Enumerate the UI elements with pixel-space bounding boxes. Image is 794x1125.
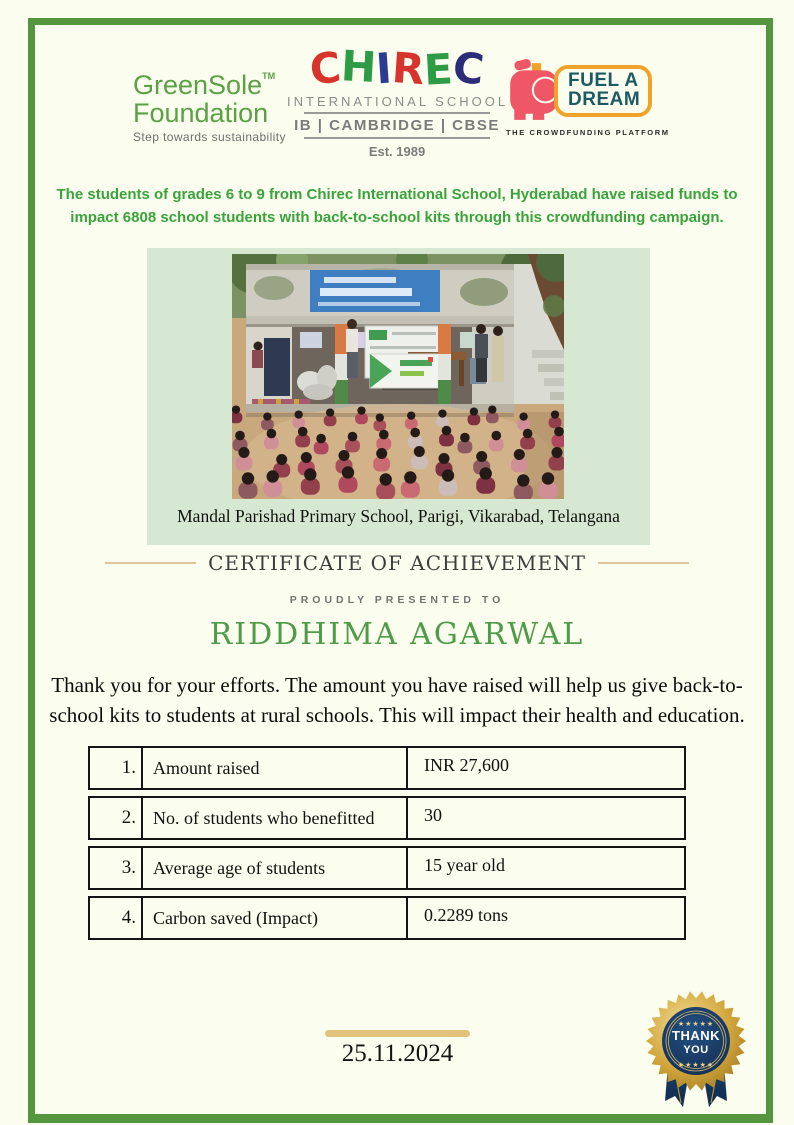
chirec-boards: IB | CAMBRIDGE | CBSE <box>294 117 500 134</box>
chirec-subtitle: INTERNATIONAL SCHOOL <box>287 94 509 109</box>
row-label: No. of students who benefitted <box>143 798 408 838</box>
badge-text-thank: THANK <box>672 1028 720 1043</box>
fueladream-logo-top <box>506 58 666 124</box>
chirec-rule-bottom <box>304 137 490 139</box>
row-value: 15 year old <box>424 855 505 875</box>
heading-rule-right <box>598 562 689 564</box>
intro-paragraph: The students of grades 6 to 9 from Chirec International School, Hyderabad have raised funds to impact 6808 school students with back-to-school kits through this crowdfunding campaign. <box>56 186 738 227</box>
thank-you-message: Thank you for your efforts. The amount you have raised will help us give back-to-school kits to students at rural schools. This will impact their health and education. <box>49 673 745 728</box>
school-photo-illustration <box>232 254 564 499</box>
chirec-letter: C <box>450 42 487 95</box>
row-value: INR 27,600 <box>424 755 509 775</box>
school-photo <box>232 254 564 499</box>
chirec-letter: I <box>374 43 394 94</box>
chirec-established: Est. 1989 <box>368 144 426 159</box>
table-row <box>88 896 686 940</box>
greensole-logo <box>133 72 298 144</box>
greensole-name <box>133 72 298 127</box>
photo-panel <box>147 248 650 545</box>
row-number: 3. <box>90 848 143 888</box>
chirec-letter: C <box>307 42 344 95</box>
badge-stars-bottom: ★★★★★ <box>677 1061 715 1069</box>
presented-to-label: PROUDLY PRESENTED TO <box>289 594 505 606</box>
certificate-heading-row <box>105 551 689 575</box>
row-label: Average age of students <box>143 848 408 888</box>
fueladream-logo <box>506 58 670 137</box>
fueladream-title-box <box>554 65 652 117</box>
certificate-heading: CERTIFICATE OF ACHIEVEMENT <box>208 551 586 575</box>
greensole-name-top: GreenSole <box>133 70 263 100</box>
badge-stars-top: ★★★★★ <box>677 1020 715 1028</box>
greensole-tagline: Step towards sustainability <box>133 130 286 145</box>
chirec-letter: E <box>422 44 455 95</box>
impact-table <box>88 746 686 946</box>
chirec-letter: H <box>339 41 378 92</box>
row-number: 1. <box>90 748 143 788</box>
fueladream-title-line2: DREAM <box>568 88 641 110</box>
fueladream-title-line1: FUEL A <box>568 69 639 91</box>
fueladream-tagline: THE CROWDFUNDING PLATFORM <box>506 128 670 137</box>
greensole-name-bottom: Foundation <box>133 97 269 128</box>
row-value: 0.2289 tons <box>424 905 509 925</box>
row-label: Amount raised <box>143 748 408 788</box>
chirec-letter: R <box>390 42 426 95</box>
row-label: Carbon saved (Impact) <box>143 898 408 938</box>
thank-you-badge <box>640 985 752 1125</box>
chirec-logo <box>287 41 509 159</box>
table-row <box>88 796 686 840</box>
table-row <box>88 746 686 790</box>
row-number: 4. <box>90 898 143 938</box>
table-row <box>88 846 686 890</box>
chirec-rule-top <box>304 112 490 114</box>
badge-text-you: YOU <box>683 1044 709 1056</box>
row-number: 2. <box>90 798 143 838</box>
recipient-name: RIDDHIMA AGARWAL <box>209 617 585 652</box>
date: 25.11.2024 <box>341 1040 454 1067</box>
trademark-symbol: TM <box>262 71 276 81</box>
chirec-wordmark <box>287 41 507 95</box>
row-value: 30 <box>424 805 442 825</box>
date-underline-bar <box>325 1030 470 1037</box>
heading-rule-left <box>105 562 196 564</box>
photo-caption: Mandal Parishad Primary School, Parigi, Vikarabad, Telangana <box>177 506 620 526</box>
